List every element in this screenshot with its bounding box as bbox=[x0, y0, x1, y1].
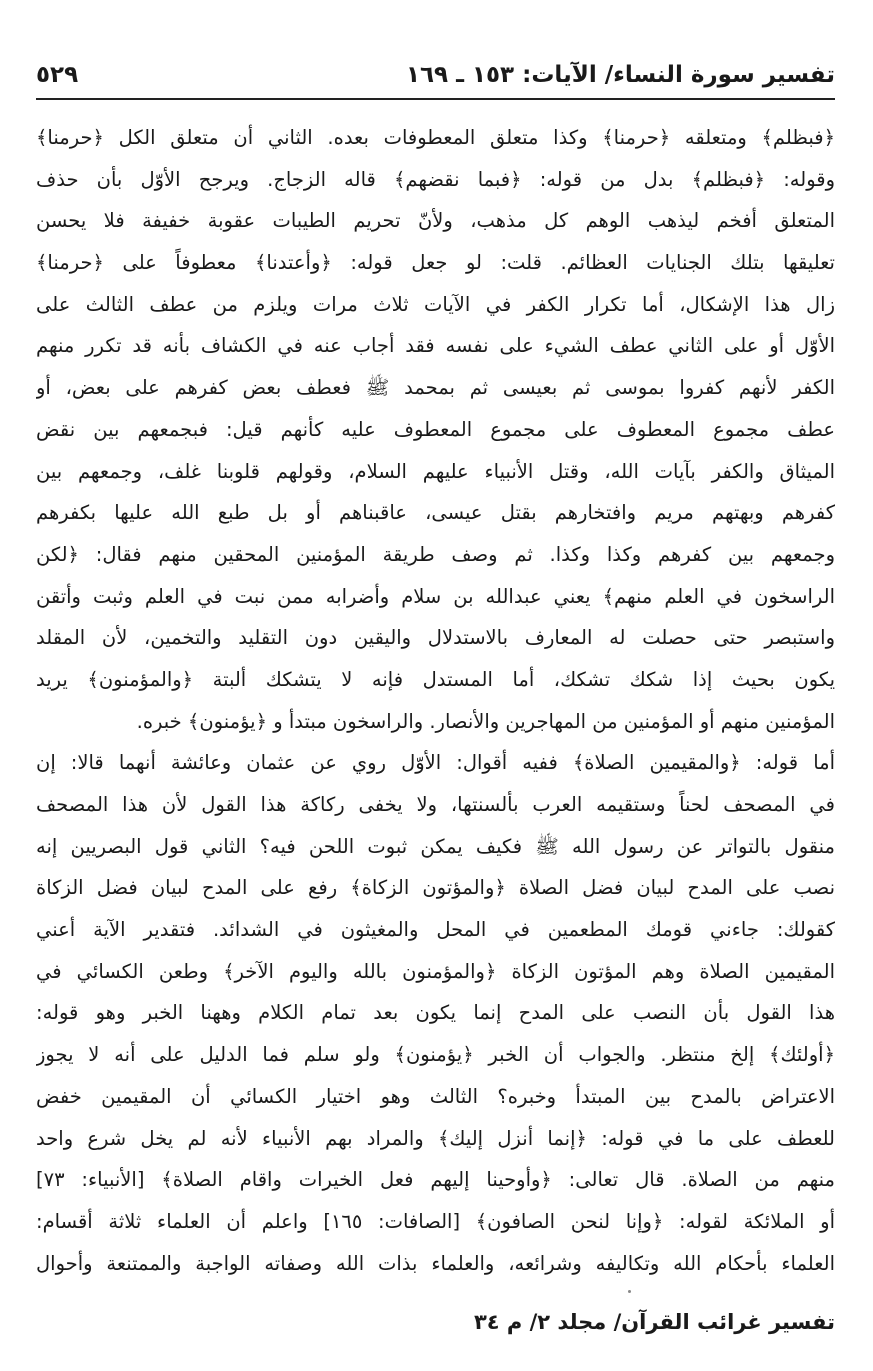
text-line: الراسخون في العلم منهم﴾ يعني عبدالله بن سلام وأضرابه ممن نبت في العلم وثبت وأتقن bbox=[36, 584, 835, 608]
text-line: المؤمنين منهم أو المؤمنين من المهاجرين والأنصار. والراسخون مبتدأ و ﴿يؤمنون﴾ خبره. bbox=[136, 709, 835, 733]
text-line: نصب على المدح لبيان فضل الصلاة ﴿والمؤتون الزكاة﴾ رفع على المدح لبيان فضل الزكاة bbox=[36, 876, 835, 900]
text-line: تعليقها بتلك الجنايات العظائم. قلت: لو جعل قوله: ﴿وأعتدنا﴾ معطوفاً على ﴿حرمنا﴾ bbox=[36, 251, 835, 275]
running-title: تفسير سورة النساء/ الآيات: ١٥٣ ـ ١٦٩ bbox=[405, 62, 835, 88]
text-line: كفرهم وبهتهم مريم وافتخارهم بقتل عيسى، عاقبناهم أو بل طبع الله عليها بكفرهم bbox=[36, 501, 835, 525]
text-line: الاعتراض بالمدح بين المبتدأ وخبره؟ الثالث وهو اختيار الكسائي أن المقيمين خفض bbox=[36, 1084, 835, 1108]
text-line: واستبصر حتى حصلت له المعارف بالاستدلال واليقين دون التقليد والتخمين، لأن المقلد bbox=[36, 626, 835, 650]
text-line: المقيمين الصلاة وهم المؤتون الزكاة ﴿والمؤمنون بالله واليوم الآخر﴾ وطعن الكسائي في bbox=[36, 959, 835, 983]
text-line: وقوله: ﴿فبظلم﴾ بدل من قوله: ﴿فبما نقضهم﴾ قاله الزجاج. ويرجح الأوّل بأن حذف bbox=[36, 167, 835, 191]
text-line: للعطف على ما في قوله: ﴿إنما أنزل إليك﴾ والمراد بهم الأنبياء لأنه لم يخل شرع واحد bbox=[36, 1126, 835, 1150]
running-header bbox=[36, 58, 835, 100]
text-line: منقول بالتواتر عن رسول الله ﷺ فكيف يمكن ثبوت اللحن فيه؟ الثاني قول البصريين إنه bbox=[36, 834, 835, 858]
text-line: المتعلق أفخم ليذهب الوهم كل مذهب، ولأنّ تحريم الطيبات عقوبة خفيفة فلا يحسن bbox=[36, 209, 835, 233]
text-line: في المصحف لحناً وستقيمه العرب بألسنتها، ولا يخفى ركاكة هذا القول لأن هذا المصحف bbox=[36, 793, 835, 816]
signature-line: تفسير غرائب القرآن/ مجلد ٢/ م ٣٤ bbox=[473, 1310, 835, 1334]
text-line: ﴿فبظلم﴾ ومتعلقه ﴿حرمنا﴾ وكذا متعلق المعطوفات بعده. الثاني أن متعلق الكل ﴿حرمنا﴾ bbox=[36, 126, 835, 149]
text-line: الأوّل أو على الثاني عطف الشيء على نفسه فقد أجاب عنه في الكشاف بأنه قد تكرر منهم bbox=[36, 334, 835, 358]
text-line: هذا القول بأن النصب على المدح إنما يكون بعد تمام الكلام وههنا الخبر وهو قوله: bbox=[36, 1001, 835, 1025]
text-line: الكفر لأنهم كفروا بموسى ثم بعيسى ثم بمحمد ﷺ فعطف بعض كفرهم على بعض، أو bbox=[36, 376, 835, 400]
text-line: عطف مجموع المعطوف على مجموع المعطوف عليه كأنهم قيل: فبجمعهم بين نقض bbox=[36, 417, 835, 441]
text-line: وجمعهم بين كفرهم وكذا وكذا. ثم وصف طريقة المؤمنين المحقين منهم فقال: ﴿لكن bbox=[36, 542, 835, 566]
page-number: ٥٢٩ bbox=[36, 62, 79, 88]
text-line: منهم من الصلاة. قال تعالى: ﴿وأوحينا إليهم فعل الخيرات واقام الصلاة﴾ [الأنبياء: ٧٣] bbox=[36, 1168, 835, 1192]
text-line: ﴿أولئك﴾ إلخ منتظر. والجواب أن الخبر ﴿يؤمنون﴾ ولو سلم فما الدليل على أنه لا يجوز bbox=[36, 1043, 835, 1067]
speck-mark bbox=[628, 1290, 631, 1293]
text-line: العلماء بأحكام الله وتكاليفه وشرائعه، والعلماء بذات الله وصفاته الواجبة والممتنعة وأحوال bbox=[36, 1251, 835, 1275]
text-line: كقولك: جاءني قومك المطعمين في المحل والمغيثون في الشدائد. فتقدير الآية أعني bbox=[36, 918, 835, 942]
text-line: يكون بحيث إذا شكك تشكك، أما المستدل فإنه لا يتشكك ألبتة ﴿والمؤمنون﴾ يريد bbox=[36, 667, 835, 691]
text-line: زال هذا الإشكال، أما تكرار الكفر في الآيات ثلاث مرات ويلزم من عطف الثالث على bbox=[36, 292, 835, 316]
text-line: أما قوله: ﴿والمقيمين الصلاة﴾ ففيه أقوال: الأوّل روي عن عثمان وعائشة أنهما قالا: إن bbox=[36, 751, 835, 775]
text-line: الميثاق والكفر بآيات الله، وقتل الأنبياء عليهم السلام، وقولهم قلوبنا غلف، وجمعهم بين bbox=[36, 459, 835, 483]
main-text-block bbox=[36, 117, 835, 1284]
text-line: أو الملائكة لقوله: ﴿وإنا لنحن الصافون﴾ [الصافات: ١٦٥] واعلم أن العلماء ثلاثة أقسام: bbox=[36, 1209, 835, 1233]
